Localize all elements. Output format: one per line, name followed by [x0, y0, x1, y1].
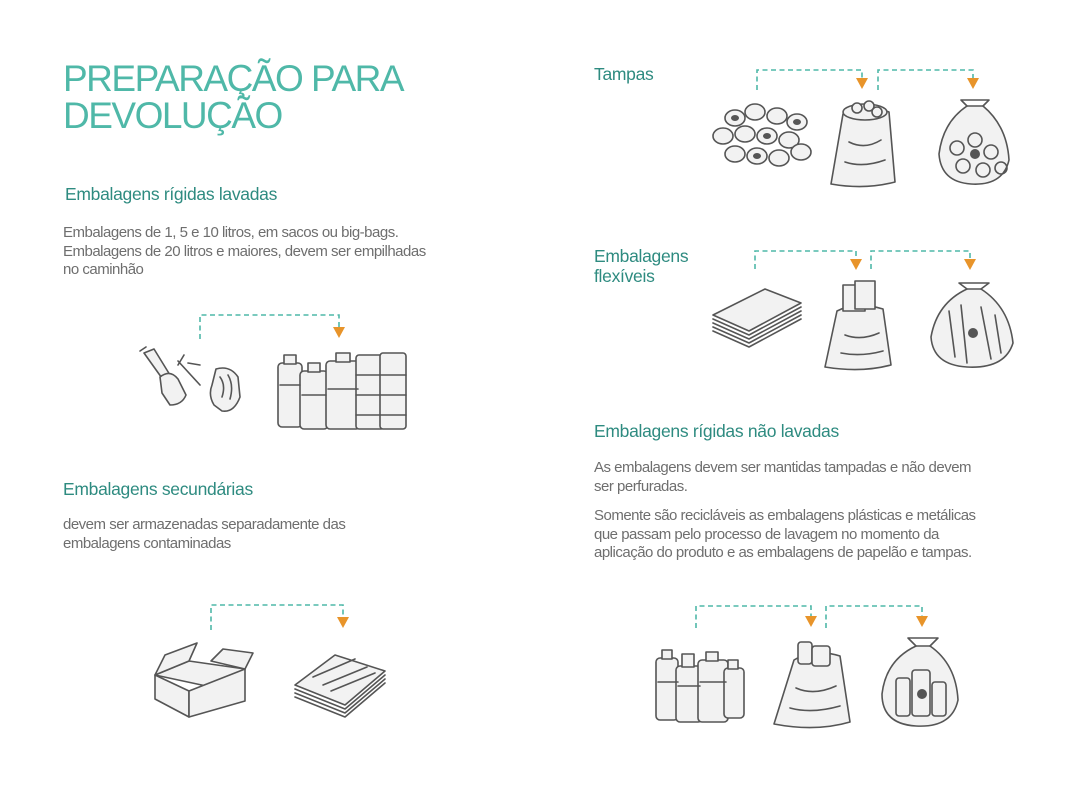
text-rigidas-nao-lavadas-1 [594, 459, 971, 496]
text-line: embalagens contaminadas [63, 534, 231, 552]
heading-line: flexíveis [594, 266, 655, 286]
sack-icon [831, 101, 895, 187]
flow-connector [200, 315, 339, 339]
text-line: As embalagens devem ser mantidas tampadas e não devem [594, 459, 972, 476]
rigidas-nao-lavadas-illustration [648, 598, 968, 738]
heading-flexiveis [594, 246, 688, 286]
flow-connector [755, 251, 856, 269]
flow-connector [757, 70, 862, 90]
secundarias-illustration [145, 595, 395, 725]
text-rigidas-nao-lavadas-2 [594, 507, 976, 563]
transparent-bag-icon [882, 638, 958, 726]
text-line: Embalagens de 1, 5 e 10 litros, em sacos ou big-bags. [63, 224, 399, 241]
tampas-illustration [705, 62, 1025, 192]
text-line: ser perfuradas. [594, 477, 688, 495]
flow-connector [696, 606, 811, 628]
sack-icon [825, 281, 891, 370]
heading-rigidas-lavadas: Embalagens rígidas lavadas [65, 184, 278, 204]
page-title [63, 60, 403, 134]
heading-secundarias: Embalagens secundárias [63, 479, 253, 499]
flow-connector [826, 606, 922, 628]
arrow-down-icon [805, 616, 817, 627]
text-line: aplicação do produto e as embalagens de papelão e tampas. [594, 544, 972, 561]
transparent-bag-icon [939, 100, 1009, 184]
transparent-bag-icon [931, 283, 1013, 367]
containers-icon [278, 353, 406, 429]
page-title-line2: DEVOLUÇÃO [63, 95, 282, 136]
containers-icon [656, 650, 744, 722]
flat-packages-icon [713, 289, 801, 347]
arrow-down-icon [856, 78, 868, 89]
flattened-boxes-icon [295, 655, 385, 717]
caps-pile-icon [713, 104, 811, 166]
text-line: Somente são recicláveis as embalagens plásticas e metálicas [594, 507, 976, 524]
sack-icon [774, 642, 850, 728]
arrow-down-icon [333, 327, 345, 338]
arrow-down-icon [967, 78, 979, 89]
text-line: Embalagens de 20 litros e maiores, devem ser empilhadas [63, 242, 426, 260]
arrow-down-icon [337, 617, 349, 628]
text-rigidas-lavadas [63, 224, 426, 280]
text-line: no caminhão [63, 261, 144, 278]
heading-line: Embalagens [594, 246, 689, 266]
heading-rigidas-nao-lavadas: Embalagens rígidas não lavadas [594, 421, 839, 441]
arrow-down-icon [916, 616, 928, 627]
arrow-down-icon [850, 259, 862, 270]
cardboard-box-icon [155, 643, 253, 717]
rigidas-lavadas-illustration [130, 305, 420, 435]
flexiveis-illustration [705, 245, 1025, 375]
text-line: que passam pelo processo de lavagem no momento da [594, 525, 939, 543]
page-title-line1: PREPARAÇÃO PARA [63, 58, 404, 99]
flow-connector [871, 251, 970, 269]
flow-connector [878, 70, 973, 90]
arrow-down-icon [964, 259, 976, 270]
hands-rinsing-bottle-icon [140, 347, 240, 411]
text-line: devem ser armazenadas separadamente das [63, 516, 346, 533]
text-secundarias [63, 516, 345, 553]
flow-connector [211, 605, 343, 630]
heading-tampas: Tampas [594, 64, 654, 84]
